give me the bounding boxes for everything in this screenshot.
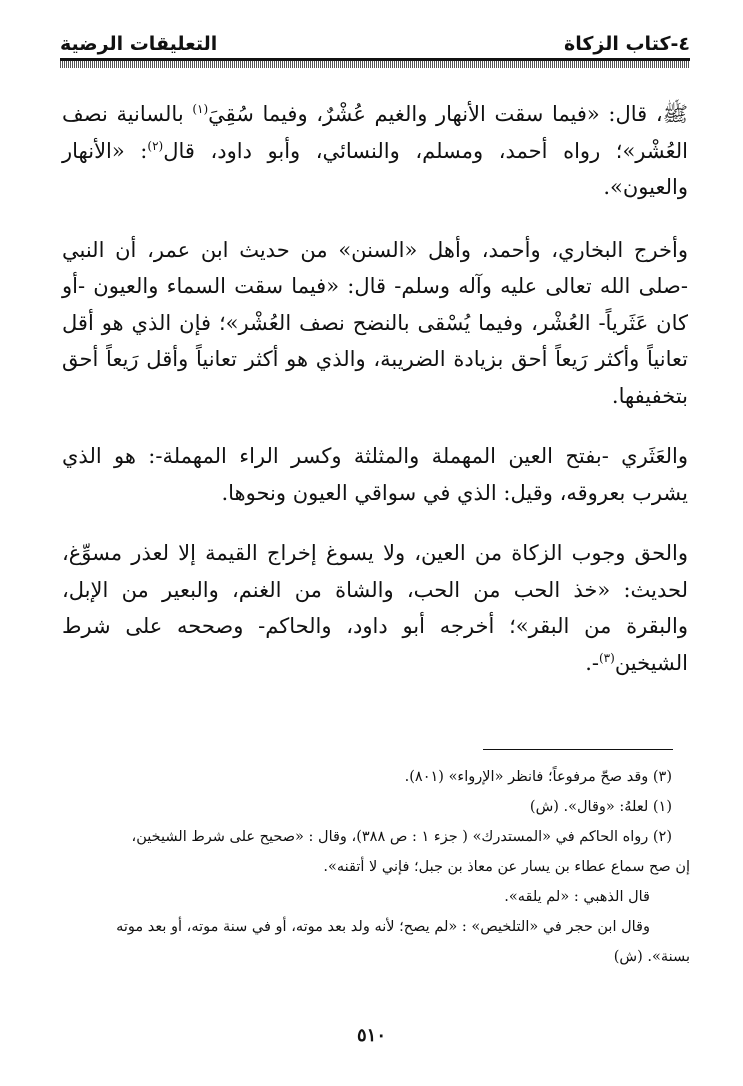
- footnote-ref-1: (١): [192, 102, 209, 116]
- paragraph-2: وأخرج البخاري، وأحمد، وأهل «السنن» من حديث ابن عمر، أن النبي -صلى الله تعالى عليه وآله وسلم- قال: «فيما سقت السماء والعيون -أو كان عَثَرياً- العُشْر، وفيما يُسْقى بالنضح نصف العُشْر»؛ فإن الذي هو أقل تعانياً وأكثر رَيعاً أحق بزيادة الضريبة، والذي هو أكثر تعانياً وأقل رَيعاً أحق بتخفيفها.: [62, 237, 688, 408]
- footnote-2-dhahabi: قال الذهبي : «لم يلقه».: [504, 889, 650, 905]
- paragraph-1: [62, 96, 688, 206]
- footnotes: [58, 762, 690, 972]
- running-header: [60, 26, 690, 56]
- footnote-2: (٢) رواه الحاكم في «المستدرك» ( جزء ١ : ص ٣٨٨)، وقال : «صحيح على شرط الشيخين،: [131, 829, 672, 845]
- paragraph-1-part-a: ﷺ، قال: «فيما سقت الأنهار والغيم عُشْرٌ، وفيما سُقِيَ: [208, 102, 689, 126]
- paragraph-1-part-b: بالسانية نصف العُشْر»؛ رواه أحمد، ومسلم، والنسائي، وأبو داود، قال: [62, 102, 688, 163]
- footnote-3: (٣) وقد صحّ مرفوعاً؛ فانظر «الإرواء» (٨٠١).: [404, 769, 672, 785]
- footnote-2-ibn-hajar: وقال ابن حجر في «التلخيص» : «لم يصح؛ لأنه ولد بعد موته، أو في سنة موته، أو بعد موته: [116, 919, 650, 935]
- paragraph-4-part-a: والحق وجوب الزكاة من العين، ولا يسوغ إخراج القيمة إلا لعذر مسوِّغ، لحديث: «خذ الحب من الحب، والشاة من الغنم، والبعير من الإبل، والبقرة من البقر»؛ أخرجه أبو داود، والحاكم- وصححه على شرط الشيخين: [62, 541, 688, 675]
- footnote-ref-2: (٢): [147, 138, 164, 153]
- footnote-1: (١) لعلهُ: «وقال». (ش): [529, 799, 672, 815]
- paragraph-1-part-c: : «الأنهار والعيون».: [62, 138, 688, 199]
- footnote-2-ibn-hajar-continuation: بسنة». (ش): [613, 949, 690, 965]
- footnote-2-continuation: إن صح سماع عطاء بن يسار عن معاذ بن جبل؛ فإني لا أتقنه».: [323, 859, 690, 875]
- paragraph-4: [62, 535, 688, 681]
- chapter-title: ٤-كتاب الزكاة: [563, 33, 690, 55]
- book-title: التعليقات الرضية: [60, 33, 218, 55]
- paragraph-3: والعَثَري -بفتح العين المهملة والمثلثة وكسر الراء المهملة-: هو الذي يشرب بعروقه، وقيل: الذي في سواقي العيون ونحوها.: [62, 444, 688, 505]
- main-text: [62, 96, 688, 705]
- footnote-ref-3: (٣): [598, 650, 615, 665]
- footnote-separator: [483, 749, 673, 750]
- page-number: ٥١٠: [356, 1025, 386, 1046]
- paragraph-4-part-b: -.: [585, 650, 599, 675]
- header-rule: [60, 58, 690, 68]
